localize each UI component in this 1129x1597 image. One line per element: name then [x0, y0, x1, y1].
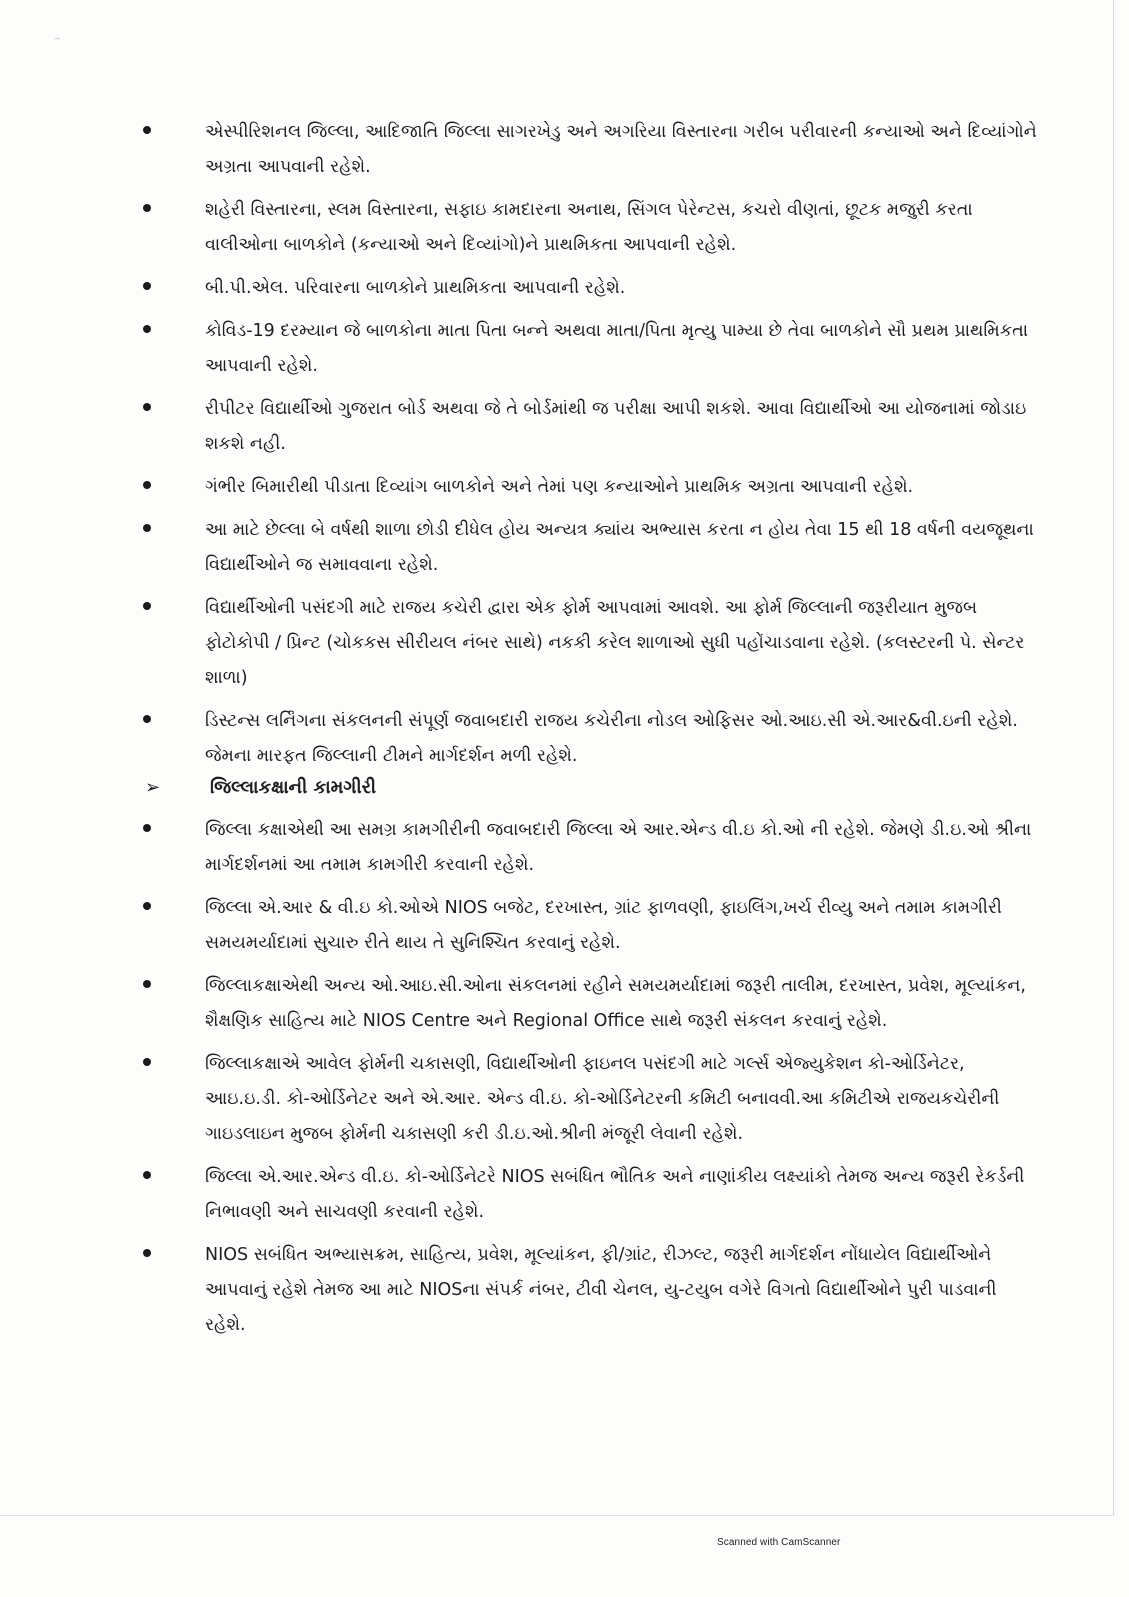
list-item-text: વિદ્યાર્થીઓની પસંદગી માટે રાજય કચેરી દ્વારા એક ફોર્મ આપવામાં આવશે. આ ફોર્મ જિલ્લાની જરૂરીયાત મુજબ ફોટોકોપી / પ્રિન્ટ (ચોકકસ સીરીયલ નંબર સાથે) નકકી કરેલ શાળાઓ સુધી પહોંચાડવાના રહેશે. (કલસ્ટરની પે. સેન્ટર શાળા): [205, 598, 1025, 688]
bullet-icon: [143, 715, 151, 723]
district-duties-list: [0, 813, 1129, 1351]
list-item-text: જિલ્લાકક્ષાએથી અન્ય ઓ.આઇ.સી.ઓના સંકલનમાં રહીને સમયમર્યાદામાં જરૂરી તાલીમ, દરખાસ્ત, પ્રવેશ, મૂલ્યાંકન, શૈક્ષણિક સાહિત્ય માટે NIOS Centre અને Regional Office સાથે જરૂરી સંકલન કરવાનું રહેશે.: [205, 976, 1026, 1031]
bullet-icon: [143, 824, 151, 832]
list-item-text: જિલ્લાકક્ષાએ આવેલ ફોર્મની ચકાસણી, વિદ્યાર્થીઓની ફાઇનલ પસંદગી માટે ગર્લ્સ એજ્યુકેશન કો-ઓર્ડિનેટર, આઇ.ઇ.ડી. કો-ઓર્ડિનેટર અને એ.આર. એન્ડ વી.ઇ. કો-ઓર્ડિનેટરની કમિટી બનાવવી.આ કમિટીએ રાજયકચેરીની ગાઇડલાઇન મુજબ ફોર્મની ચકાસણી કરી ડી.ઇ.ઓ.શ્રીની મંજૂરી લેવાની રહેશે.: [205, 1054, 1000, 1144]
bullet-icon: [143, 282, 151, 290]
bullet-icon: [143, 902, 151, 910]
bullet-icon: [143, 403, 151, 411]
section-title: જિલ્લાકક્ષાની કામગીરી: [210, 777, 377, 798]
bullet-icon: [143, 481, 151, 489]
list-item-text: કોવિડ-19 દરમ્યાન જે બાળકોના માતા પિતા બન્ને અથવા માતા/પિતા મૃત્યુ પામ્યા છે તેવા બાળકોને સૌ પ્રથમ પ્રાથમિકતા આપવાની રહેશે.: [205, 321, 1028, 376]
list-item: [0, 969, 1129, 1039]
bullet-icon: [143, 325, 151, 333]
list-item: [0, 813, 1129, 883]
bullet-icon: [143, 204, 151, 212]
list-item-text: જિલ્લા એ.આર.એન્ડ વી.ઇ. કો-ઓર્ડિનેટરે NIOS સબંધિત ભૌતિક અને નાણાંકીય લક્ષ્યાંકો તેમજ અન્ય જરૂરી રેકર્ડની નિભાવણી અને સાચવણી કરવાની રહેશે.: [205, 1167, 1025, 1222]
list-item: [0, 470, 1129, 505]
list-item: [0, 314, 1129, 384]
arrow-bullet-icon: ➢: [145, 777, 161, 798]
list-item: [0, 1238, 1129, 1343]
bullet-icon: [143, 126, 151, 134]
list-item: [0, 891, 1129, 961]
list-item-text: NIOS સબંધિત અભ્યાસક્રમ, સાહિત્ય, પ્રવેશ, મૂલ્યાંકન, ફી/ગ્રાંટ, રીઝલ્ટ, જરૂરી માર્ગદર્શન નોંધાયેલ વિદ્યાર્થીઓને આપવાનું રહેશે તેમજ આ માટે NIOSના સંપર્ક નંબર, ટીવી ચેનલ, યુ-ટયુબ વગેરે વિગતો વિદ્યાર્થીઓને પુરી પાડવાની રહેશે.: [205, 1245, 997, 1335]
scanner-watermark: Scanned with CamScanner: [717, 1537, 841, 1548]
guidelines-list: [0, 115, 1129, 782]
list-item: [0, 271, 1129, 306]
list-item: [0, 704, 1129, 774]
bullet-icon: [143, 1058, 151, 1066]
list-item: [0, 513, 1129, 583]
bullet-icon: [143, 602, 151, 610]
list-item: [0, 591, 1129, 696]
list-item-text: ડિસ્ટન્સ લર્નિંગના સંકલનની સંપૂર્ણ જવાબદારી રાજય કચેરીના નોડલ ઓફિસર ઓ.આઇ.સી એ.આર&વી.ઇની રહેશે. જેમના મારફત જિલ્લાની ટીમને માર્ગદર્શન મળી રહેશે.: [205, 711, 1018, 766]
list-item-text: શહેરી વિસ્તારના, સ્લમ વિસ્તારના, સફાઇ કામદારના અનાથ, સિંગલ પેરેન્ટસ, કચરો વીણતાં, છૂટક મજુરી કરતા વાલીઓના બાળકોને (કન્યાઓ અને દિવ્યાંગો)ને પ્રાથમિકતા આપવાની રહેશે.: [205, 200, 973, 255]
scan-mark: ‾: [55, 38, 60, 49]
scan-edge-bottom: [0, 1515, 1114, 1516]
list-item: [0, 1047, 1129, 1152]
bullet-icon: [143, 980, 151, 988]
list-item-text: રીપીટર વિદ્યાર્થીઓ ગુજરાત બોર્ડ અથવા જે તે બોર્ડમાંથી જ પરીક્ષા આપી શકશે. આવા વિદ્યાર્થીઓ આ યોજનામાં જોડાઇ શકશે નહી.: [205, 399, 1027, 454]
list-item-text: એસ્પીરિશનલ જિલ્લા, આદિજાતિ જિલ્લા સાગરખેડુ અને અગરિયા વિસ્તારના ગરીબ પરીવારની કન્યાઓ અને દિવ્યાંગોને અગ્રતા આપવાની રહેશે.: [205, 122, 1037, 177]
list-item-text: આ માટે છેલ્લા બે વર્ષથી શાળા છોડી દીધેલ હોય અન્યત્ર ક્યાંય અભ્યાસ કરતા ન હોય તેવા 15 થી 18 વર્ષની વયજૂથના વિદ્યાર્થીઓને જ સમાવવાના રહેશે.: [205, 520, 1034, 575]
list-item: [0, 115, 1129, 185]
bullet-icon: [143, 524, 151, 532]
bullet-icon: [143, 1249, 151, 1257]
list-item: [0, 392, 1129, 462]
list-item-text: જિલ્લા એ.આર & વી.ઇ કો.ઓએ NIOS બજેટ, દરખાસ્ત, ગ્રાંટ ફાળવણી, ફાઇલિંગ,ખર્ચ રીવ્યુ અને તમામ કામગીરી સમયમર્યાદામાં સુચારુ રીતે થાય તે સુનિશ્ચિત કરવાનું રહેશે.: [205, 898, 1002, 953]
list-item-text: બી.પી.એલ. પરિવારના બાળકોને પ્રાથમિકતા આપવાની રહેશે.: [205, 278, 626, 298]
list-item-text: જિલ્લા કક્ષાએથી આ સમગ્ર કામગીરીની જવાબદારી જિલ્લા એ આર.એન્ડ વી.ઇ કો.ઓ ની રહેશે. જેમણે ડી.ઇ.ઓ શ્રીના માર્ગદર્શનમાં આ તમામ કામગીરી કરવાની રહેશે.: [205, 820, 1032, 875]
bullet-icon: [143, 1171, 151, 1179]
list-item: [0, 193, 1129, 263]
list-item: [0, 1160, 1129, 1230]
list-item-text: ગંભીર બિમારીથી પીડાતા દિવ્યાંગ બાળકોને અને તેમાં પણ કન્યાઓને પ્રાથમિક અગ્રતા આપવાની રહેશે.: [205, 477, 914, 497]
